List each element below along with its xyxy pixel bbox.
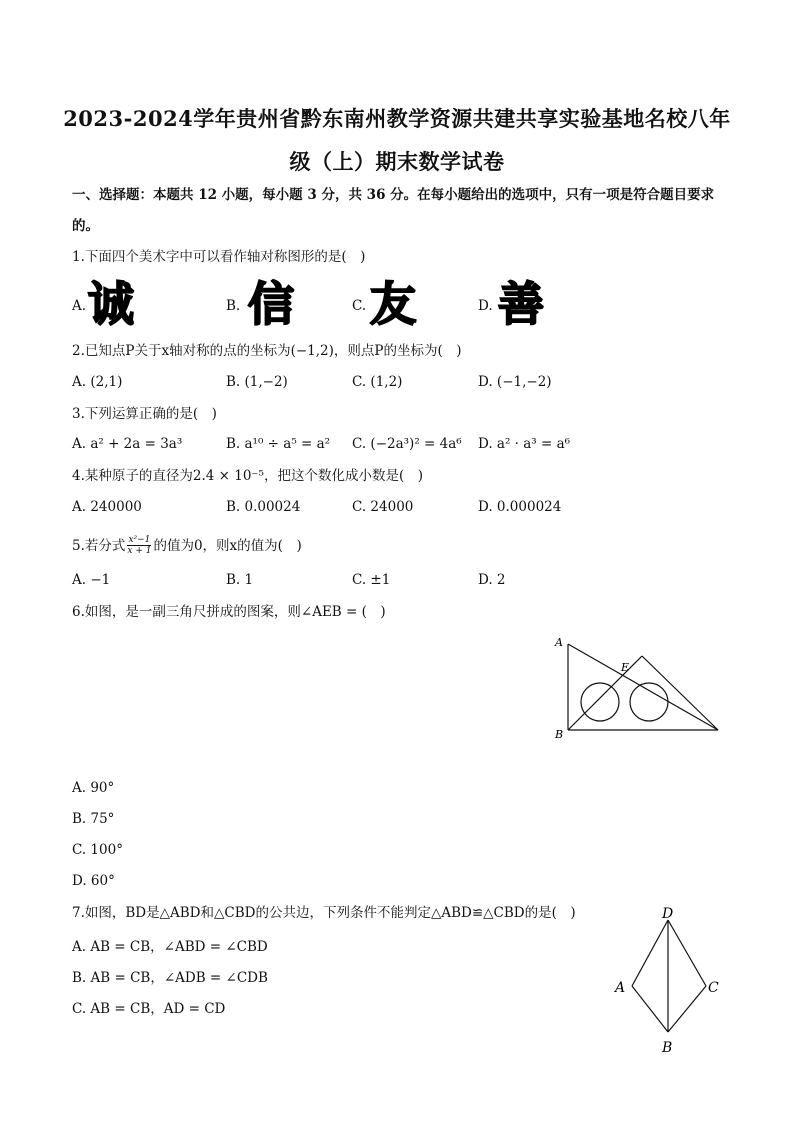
art-character-shan: 善	[498, 277, 544, 331]
option-label: A.	[72, 298, 87, 314]
question-5-stem	[72, 535, 302, 556]
question-6-option-a: A. 90°	[72, 780, 115, 796]
exam-title-line1: 2023-2024学年贵州省黔东南州教学资源共建共享实验基地名校八年	[63, 106, 731, 131]
triangle-rulers-figure	[548, 632, 728, 744]
ruler-hole-2	[630, 683, 668, 721]
question-5-option-c: C. ±1	[352, 572, 391, 588]
label-point-a: A	[615, 980, 626, 996]
question-5-stem-suffix: 的值为0，则x的值为( )	[153, 537, 302, 554]
label-point-b: B	[555, 728, 564, 741]
question-3-option-a: A. a² + 2a = 3a³	[72, 436, 183, 452]
label-point-e: E	[621, 661, 630, 674]
ruler-edge-hypotenuse-2	[568, 656, 642, 730]
fraction-denominator: x + 1	[127, 546, 152, 556]
option-label: D.	[478, 298, 493, 314]
exam-title-line2: 级（上）期末数学试卷	[289, 149, 505, 174]
art-character-cheng: 诚	[88, 277, 134, 331]
question-7-option-c: C. AB = CB，AD = CD	[72, 1001, 226, 1017]
question-3-option-c: C. (−2a³)² = 4a⁶	[352, 436, 462, 452]
kite-figure	[608, 902, 728, 1060]
question-3-option-d: D. a² · a³ = a⁶	[478, 436, 571, 452]
segment-ab	[632, 986, 668, 1032]
ruler-hole-1	[581, 683, 619, 721]
question-3-stem: 3.下列运算正确的是( )	[72, 406, 217, 422]
question-4-option-a: A. 240000	[72, 499, 142, 515]
question-7-stem: 7.如图，BD是△ABD和△CBD的公共边，下列条件不能判定△ABD≌△CBD的是( )	[72, 905, 576, 921]
question-2-option-a: A. (2,1)	[72, 374, 123, 390]
question-5-stem-prefix: 5.若分式	[72, 537, 126, 554]
section-instructions-line1: 一、选择题：本题共 12 小题，每小题 3 分，共 36 分。在每小题给出的选项中，只有一项是符合题目要求	[72, 187, 715, 203]
question-4-option-d: D. 0.000024	[478, 499, 562, 515]
question-1-stem: 1.下面四个美术字中可以看作轴对称图形的是( )	[72, 249, 366, 265]
question-6-option-d: D. 60°	[72, 873, 115, 889]
question-5-option-b: B. 1	[226, 572, 254, 588]
question-7-option-a: A. AB = CB，∠ABD = ∠CBD	[72, 939, 268, 955]
label-point-b: B	[662, 1040, 673, 1056]
segment-da	[632, 920, 668, 986]
label-point-a: A	[555, 636, 563, 649]
label-point-d: D	[662, 906, 674, 922]
section-instructions-line2: 的。	[72, 218, 99, 234]
question-5-option-a: A. −1	[72, 572, 111, 588]
art-character-xin: 信	[248, 277, 294, 331]
question-2-option-c: C. (1,2)	[352, 374, 403, 390]
question-5-option-d: D. 2	[478, 572, 506, 588]
fraction	[126, 535, 152, 556]
fraction-numerator: x²−1	[128, 535, 151, 545]
segment-cb	[668, 986, 706, 1032]
question-7-option-b: B. AB = CB，∠ADB = ∠CDB	[72, 970, 268, 986]
art-character-you: 友	[370, 277, 416, 331]
question-2-option-b: B. (1,−2)	[226, 374, 288, 390]
option-label: C.	[352, 298, 367, 314]
question-3-option-b: B. a¹⁰ ÷ a⁵ = a²	[226, 436, 331, 452]
label-point-c: C	[708, 980, 719, 996]
segment-dc	[668, 920, 706, 986]
question-4-option-c: C. 24000	[352, 499, 414, 515]
question-4-option-b: B. 0.00024	[226, 499, 301, 515]
question-6-option-c: C. 100°	[72, 842, 123, 858]
question-4-stem: 4.某种原子的直径为2.4 × 10⁻⁵，把这个数化成小数是( )	[72, 468, 423, 484]
question-2-option-d: D. (−1,−2)	[478, 374, 552, 390]
option-label: B.	[226, 298, 241, 314]
question-6-stem: 6.如图，是一副三角尺拼成的图案，则∠AEB = ( )	[72, 604, 386, 620]
question-2-stem: 2.已知点P关于x轴对称的点的坐标为(−1,2)，则点P的坐标为( )	[72, 343, 462, 359]
question-6-option-b: B. 75°	[72, 811, 115, 827]
